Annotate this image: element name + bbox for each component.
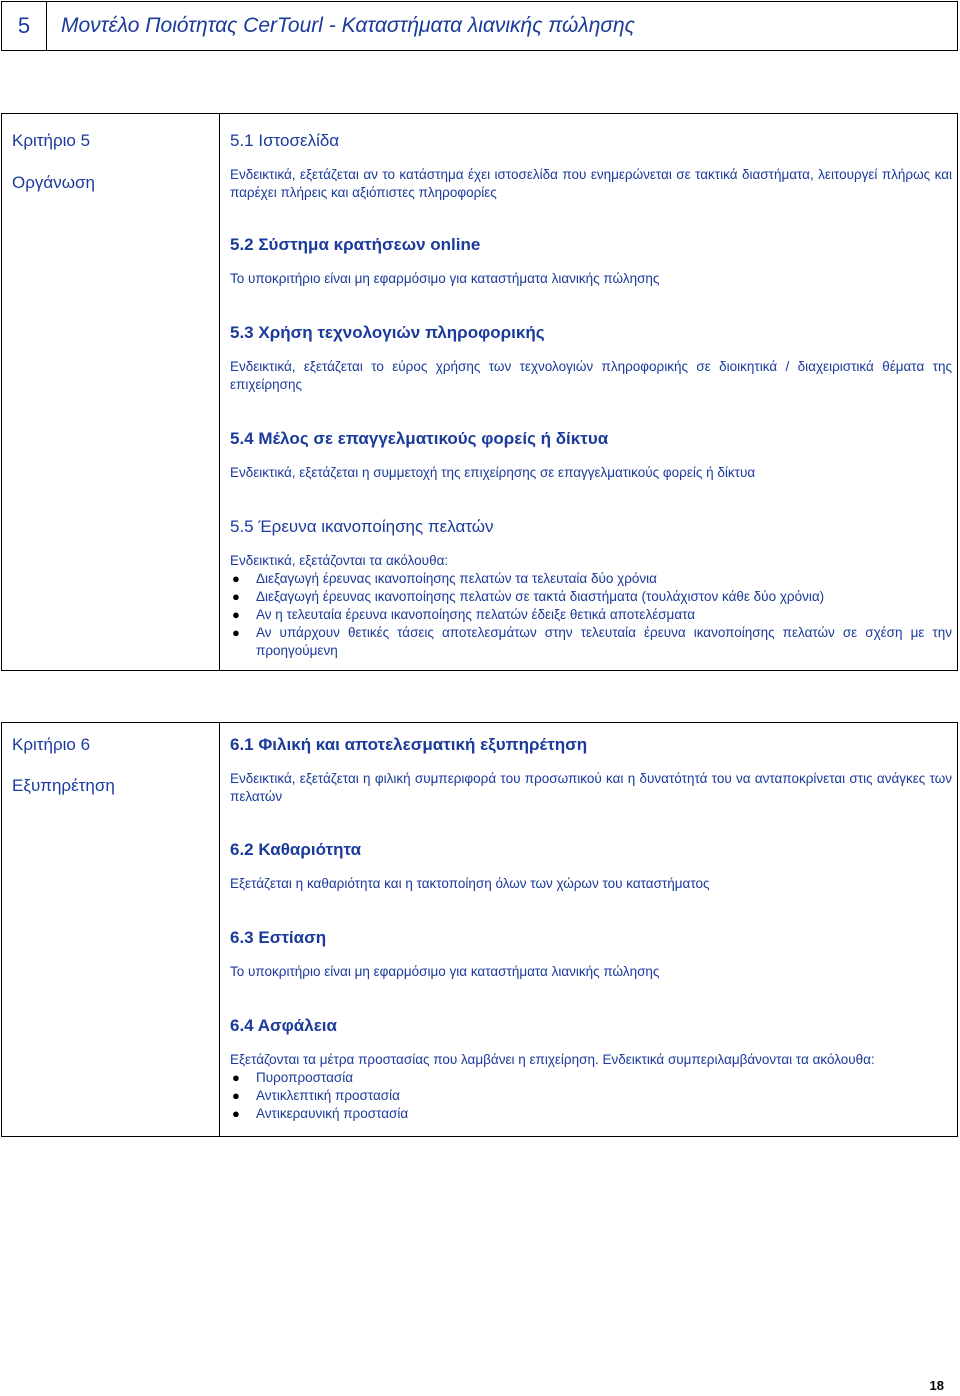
list-item: ● Αν η τελευταία έρευνα ικανοποίησης πελατών έδειξε θετικά αποτελέσματα [232,607,696,622]
subcriterion-5-4-heading: 5.4 Μέλος σε επαγγελματικούς φορείς ή δίκτυα [230,429,609,448]
subcriterion-5-1 [230,131,952,202]
subcriterion-5-5 [230,517,952,660]
subcriterion-6-4-heading: 6.4 Ασφάλεια [230,1016,337,1035]
subcriterion-5-5-heading: 5.5 Έρευνα ικανοποίησης πελατών [230,517,494,536]
bullet-icon: ● [232,607,240,622]
subcriterion-6-2-text: Εξετάζεται η καθαριότητα και η τακτοποίηση όλων των χώρων του καταστήματος [230,876,710,891]
criterion-5-label-column [2,114,220,670]
subcriterion-5-2 [230,235,952,288]
subcriterion-5-3-heading: 5.3 Χρήση τεχνολογιών πληροφορικής [230,323,545,342]
subcriterion-6-1-text: Ενδεικτικά, εξετάζεται η φιλική συμπεριφορά του προσωπικού και η δυνατότητά του να ανταποκρίνεται στις ανάγκες των πελατών [230,771,952,804]
subcriterion-5-1-text: Ενδεικτικά, εξετάζεται αν το κατάστημα έχει ιστοσελίδα που ενημερώνεται σε τακτικά διαστήματα, λειτουργεί πλήρως και παρέχει πλήρεις και αξιόπιστες πληροφορίες [230,167,952,200]
subcriterion-6-4-list [230,1069,952,1123]
criterion-6-name: Εξυπηρέτηση [12,776,115,795]
subcriterion-5-2-text: Το υποκριτήριο είναι μη εφαρμόσιμο για καταστήματα λιανικής πώλησης [230,271,660,286]
bullet-icon: ● [232,1070,240,1085]
subcriterion-6-4 [230,1016,952,1123]
subcriterion-5-1-heading: 5.1 Ιστοσελίδα [230,131,340,150]
subcriterion-6-2-heading: 6.2 Καθαριότητα [230,840,362,859]
chapter-number: 5 [2,2,47,50]
subcriterion-5-4-text: Ενδεικτικά, εξετάζεται η συμμετοχή της επιχείρησης σε επαγγελματικούς φορείς ή δίκτυα [230,465,756,480]
page-number: 18 [929,1378,944,1393]
chapter-header [1,1,958,51]
list-item: ● Διεξαγωγή έρευνας ικανοποίησης πελατών σε τακτά διαστήματα (τουλάχιστον κάθε δύο χρόνια) [232,589,825,604]
subcriterion-6-1-heading: 6.1 Φιλική και αποτελεσματική εξυπηρέτηση [230,735,588,754]
bullet-icon: ● [232,1088,240,1103]
list-item: ● Πυροπροστασία [232,1070,354,1085]
subcriterion-5-3 [230,323,952,394]
bullet-icon: ● [232,571,240,586]
criterion-5-name: Οργάνωση [12,173,95,192]
bullet-icon: ● [232,625,240,640]
subcriterion-6-2 [230,840,952,893]
criterion-6-label: Κριτήριο 6 [12,735,91,754]
criterion-6-section [1,722,958,1137]
subcriterion-5-4 [230,429,952,482]
subcriterion-6-3 [230,928,952,981]
subcriterion-5-2-heading: 5.2 Σύστημα κρατήσεων online [230,235,481,254]
subcriterion-6-4-text: Εξετάζονται τα μέτρα προστασίας που λαμβάνει η επιχείρηση. Ενδεικτικά συμπεριλαμβάνονται τα ακόλουθα: [230,1052,875,1067]
bullet-icon: ● [232,1106,240,1121]
subcriterion-6-3-heading: 6.3 Εστίαση [230,928,327,947]
chapter-title: Μοντέλο Ποιότητας CerTourl - Καταστήματα λιανικής πώλησης [61,14,635,37]
subcriterion-5-5-list [230,570,952,660]
criterion-6-label-column [2,723,220,1136]
subcriterion-6-3-text: Το υποκριτήριο είναι μη εφαρμόσιμο για καταστήματα λιανικής πώλησης [230,964,660,979]
subcriterion-5-5-text: Ενδεικτικά, εξετάζονται τα ακόλουθα: [230,553,449,568]
list-item: ● Αν υπάρχουν θετικές τάσεις αποτελεσμάτων στην τελευταία έρευνα ικανοποίησης πελατών σε σχέση με την προηγούμενη [232,625,952,658]
criterion-5-label: Κριτήριο 5 [12,131,91,150]
list-item: ● Αντικεραυνική προστασία [232,1106,409,1121]
subcriterion-5-3-text: Ενδεικτικά, εξετάζεται το εύρος χρήσης των τεχνολογιών πληροφορικής σε διοικητικά / διαχειριστικά θέματα της επιχείρησης [230,359,952,392]
list-item: ● Διεξαγωγή έρευνας ικανοποίησης πελατών τα τελευταία δύο χρόνια [232,571,657,586]
list-item: ● Αντικλεπτική προστασία [232,1088,400,1103]
bullet-icon: ● [232,589,240,604]
criterion-5-section [1,113,958,671]
subcriterion-6-1 [230,735,952,806]
